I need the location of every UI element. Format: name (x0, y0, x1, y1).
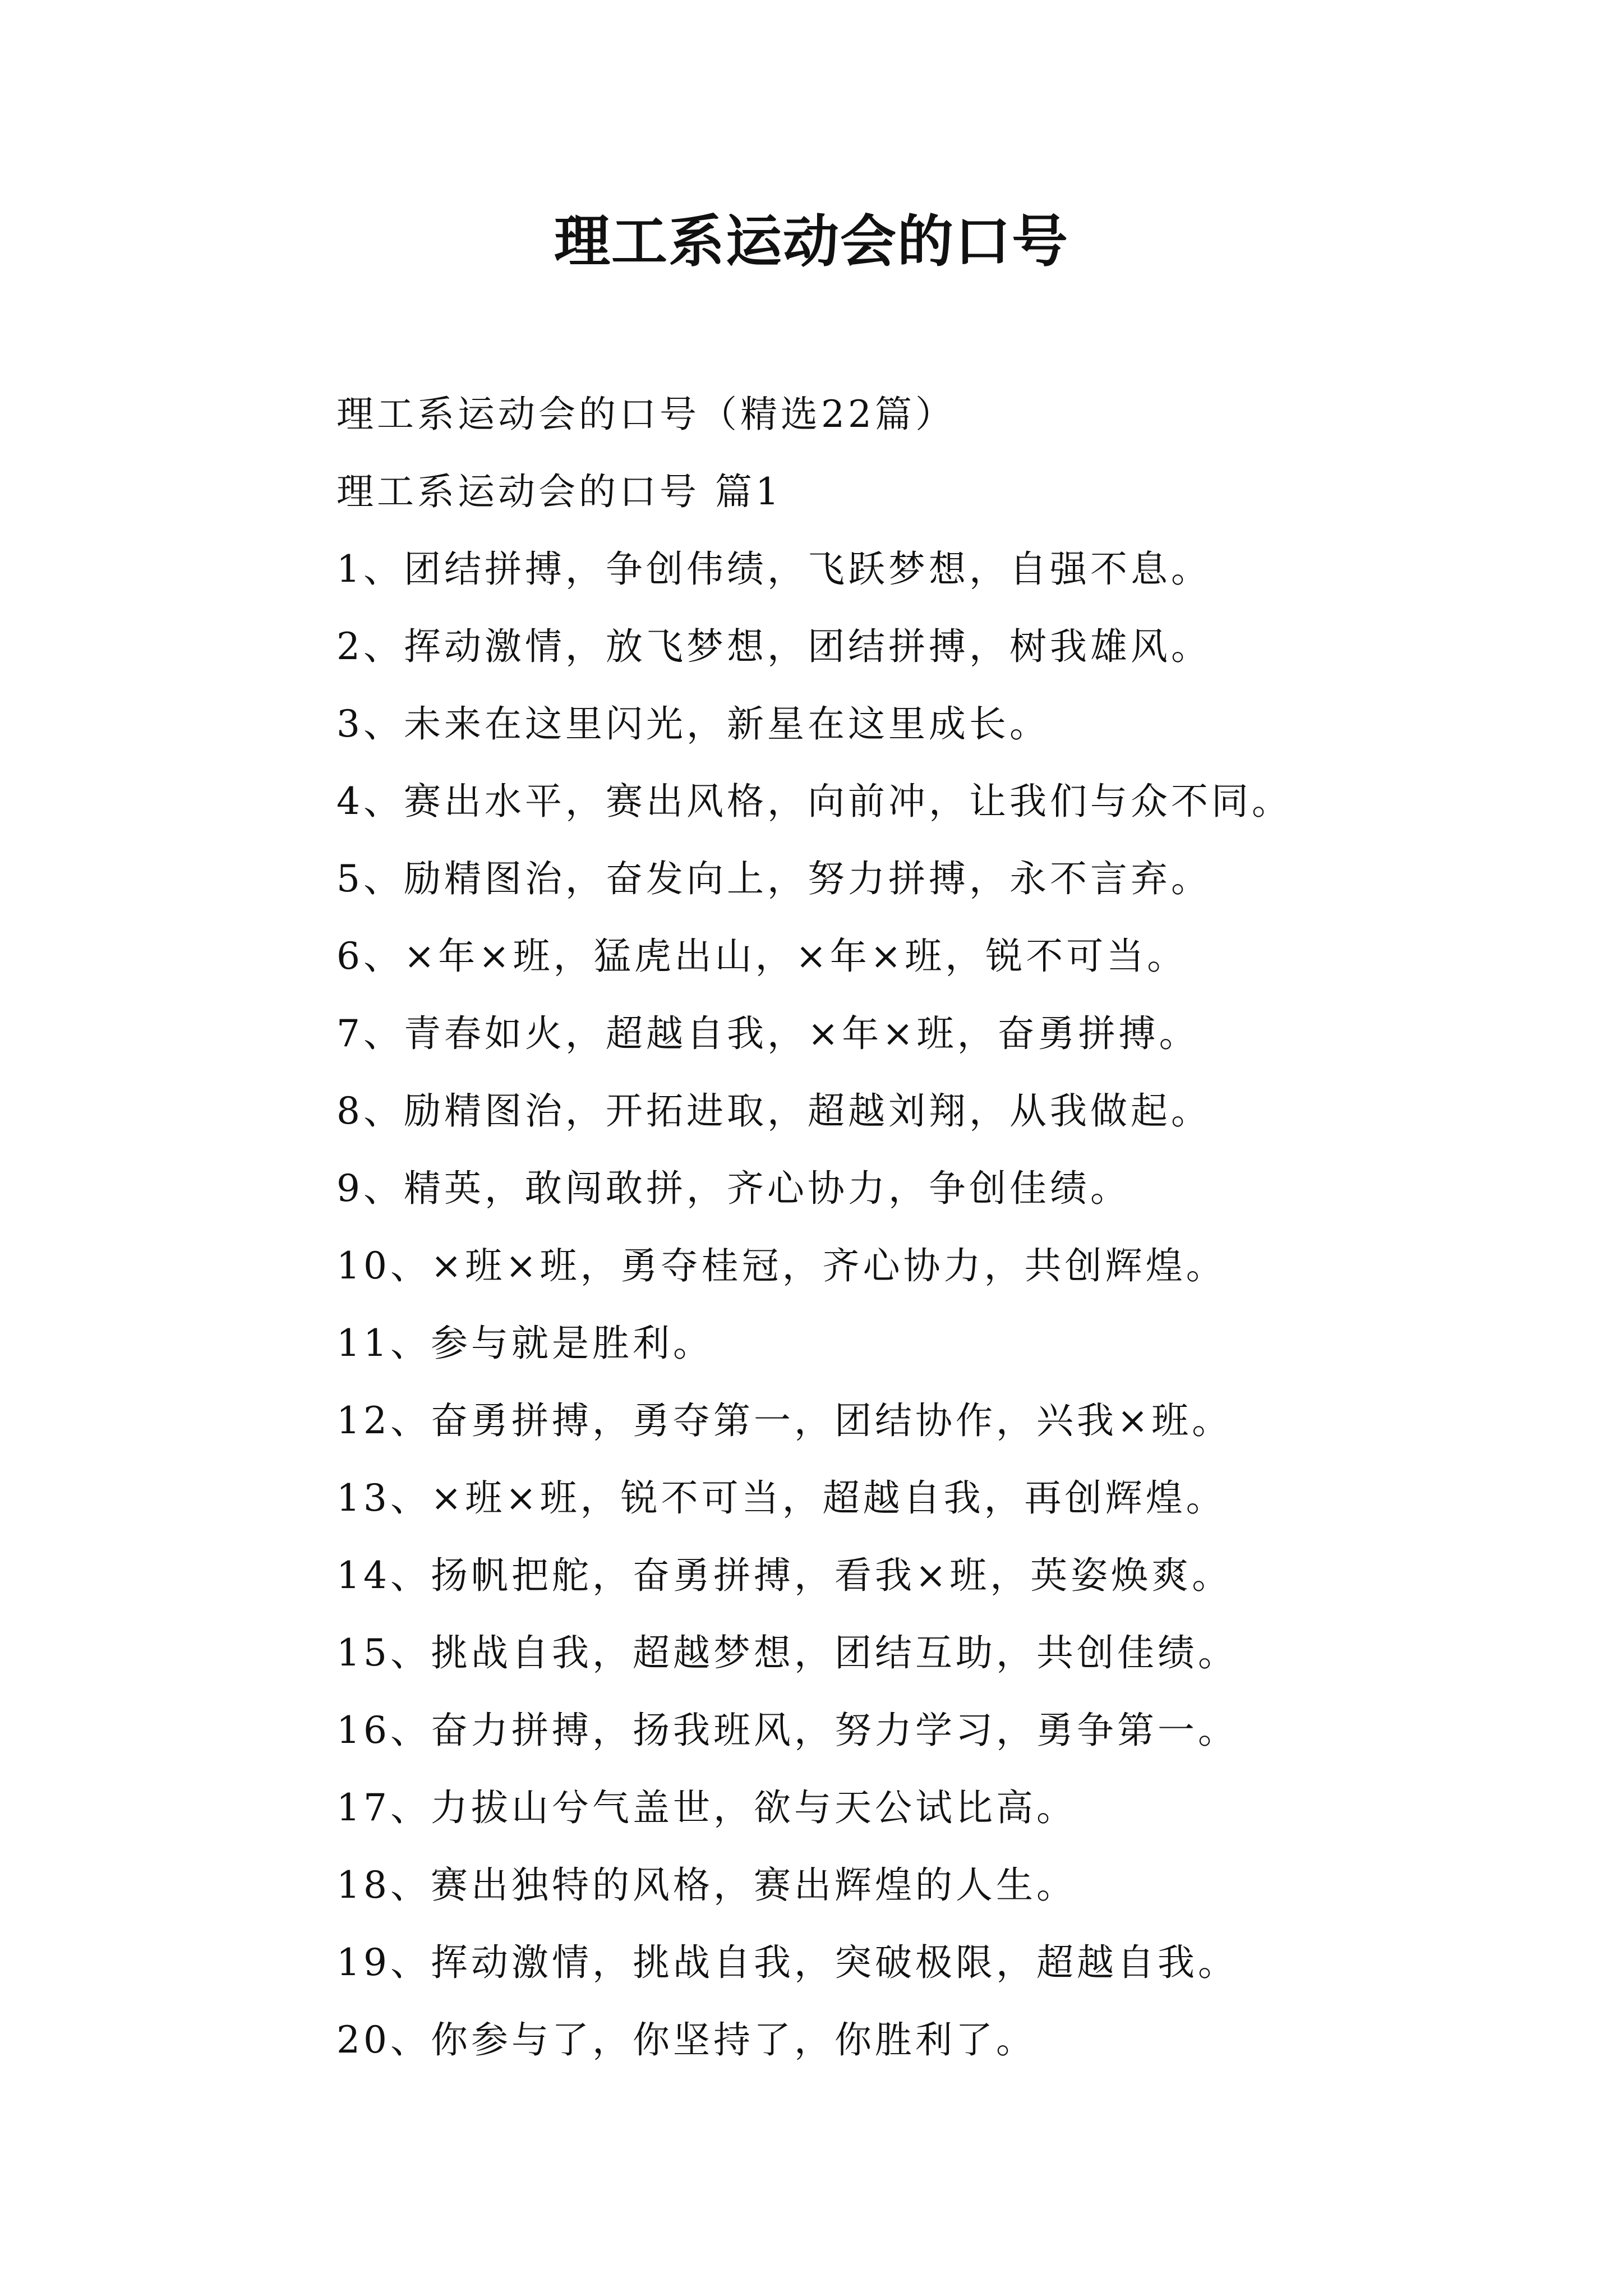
document-body (336, 376, 1570, 2079)
document-title: 理工系运动会的口号 (554, 208, 1069, 274)
slogan-item: 18、赛出独特的风格，赛出辉煌的人生。 (336, 1864, 1077, 1907)
slogan-item: 17、力拔山兮气盖世，欲与天公试比高。 (336, 1786, 1077, 1829)
slogan-item: 16、奋力拼搏，扬我班风，努力学习，勇争第一。 (336, 1709, 1238, 1752)
slogan-item: 11、参与就是胜利。 (336, 1322, 713, 1365)
slogan-item: 9、精英，敢闯敢拼，齐心协力，争创佳绩。 (336, 1167, 1131, 1210)
section-heading: 理工系运动会的口号 篇1 (336, 470, 782, 513)
slogan-item: 12、奋勇拼搏，勇夺第一，团结协作，兴我×班。 (336, 1399, 1233, 1442)
slogan-item: 13、×班×班，锐不可当，超越自我，再创辉煌。 (336, 1476, 1227, 1520)
slogan-item: 3、未来在这里闪光，新星在这里成长。 (336, 702, 1050, 746)
slogan-item: 2、挥动激情，放飞梦想，团结拼搏，树我雄风。 (336, 625, 1211, 668)
slogan-item: 4、赛出水平，赛出风格，向前冲，让我们与众不同。 (336, 780, 1292, 823)
slogan-item: 8、励精图治，开拓进取，超越刘翔，从我做起。 (336, 1089, 1211, 1133)
slogan-item: 6、×年×班，猛虎出山，×年×班，锐不可当。 (336, 935, 1188, 978)
slogan-item: 1、团结拼搏，争创伟绩，飞跃梦想，自强不息。 (336, 547, 1211, 591)
slogan-item: 7、青春如火，超越自我，×年×班，奋勇拼搏。 (336, 1012, 1200, 1055)
slogan-item: 10、×班×班，勇夺桂冠，齐心协力，共创辉煌。 (336, 1244, 1227, 1287)
slogan-item: 19、挥动激情，挑战自我，突破极限，超越自我。 (336, 1941, 1238, 1984)
slogan-item: 20、你参与了，你坚持了，你胜利了。 (336, 2018, 1036, 2062)
slogan-item: 5、励精图治，奋发向上，努力拼搏，永不言弃。 (336, 857, 1211, 900)
document-subtitle: 理工系运动会的口号（精选22篇） (336, 393, 956, 436)
slogan-item: 14、扬帆把舵，奋勇拼搏，看我×班，英姿焕爽。 (336, 1554, 1233, 1597)
slogan-item: 15、挑战自我，超越梦想，团结互助，共创佳绩。 (336, 1631, 1238, 1674)
